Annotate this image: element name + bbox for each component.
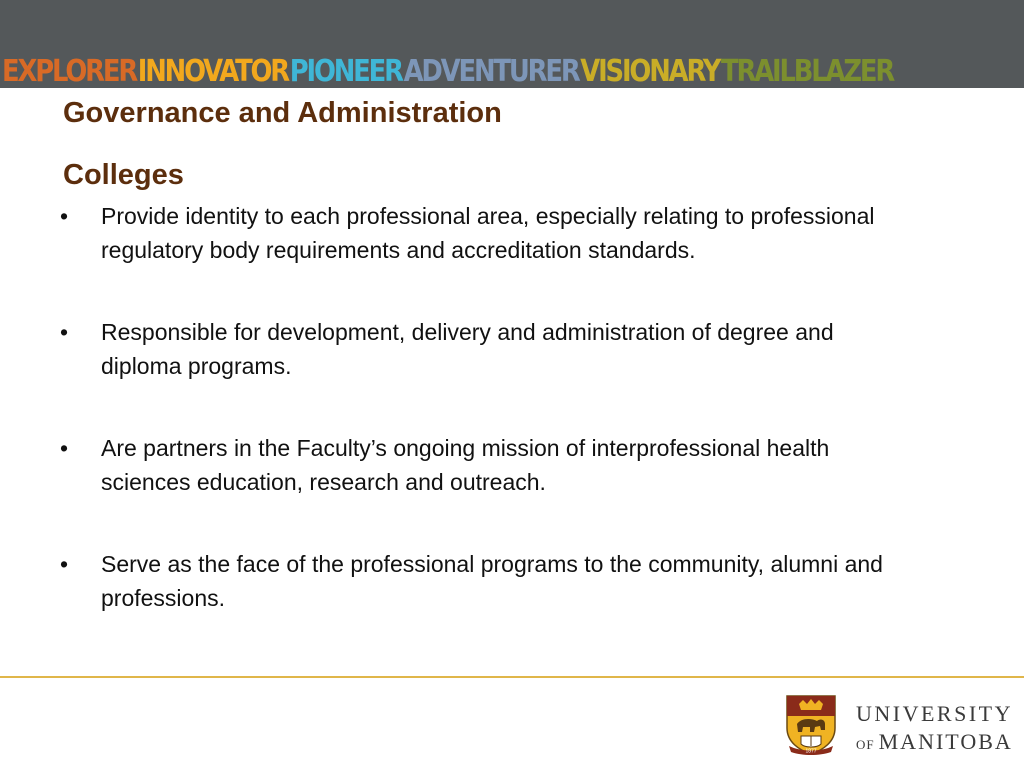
bullet-item	[60, 432, 920, 499]
bullet-item	[60, 200, 920, 267]
bullet-text: Provide identity to each professional area, especially relating to professional regulatory body requirements and accreditation standards.	[101, 203, 875, 263]
university-name-line2	[856, 729, 1013, 758]
bullet-item	[60, 316, 920, 383]
tagline-word: ADVENTURER	[403, 54, 579, 89]
bullet-text: Are partners in the Faculty’s ongoing mission of interprofessional health sciences education, research and outreach.	[101, 435, 830, 495]
tagline-word: VISIONARY	[580, 54, 720, 89]
crest-year: 1877	[805, 748, 817, 755]
university-manitoba: MANITOBA	[878, 729, 1013, 754]
tagline-word: PIONEER	[289, 54, 402, 89]
university-wordmark	[856, 701, 1013, 758]
university-crest-icon	[785, 694, 837, 756]
slide-title: Governance and Administration	[63, 97, 502, 129]
bullet-text: Responsible for development, delivery and administration of degree and diploma programs.	[101, 319, 834, 379]
bullet-marker: •	[60, 435, 69, 461]
bullet-marker: •	[60, 203, 69, 229]
footer-rule	[0, 676, 1024, 678]
tagline-word: INNOVATOR	[137, 54, 289, 89]
tagline	[2, 55, 895, 88]
tagline-word: TRAILBLAZER	[721, 54, 894, 89]
tagline-word: EXPLORER	[2, 54, 137, 89]
university-name-line1: UNIVERSITY	[856, 701, 1013, 726]
bullet-item	[60, 548, 920, 615]
university-of: OF	[856, 737, 875, 752]
bullet-list	[60, 200, 920, 615]
bullet-marker: •	[60, 319, 69, 345]
bullet-text: Serve as the face of the professional programs to the community, alumni and professions.	[101, 551, 883, 611]
section-heading: Colleges	[63, 159, 184, 191]
bullet-marker: •	[60, 551, 69, 577]
